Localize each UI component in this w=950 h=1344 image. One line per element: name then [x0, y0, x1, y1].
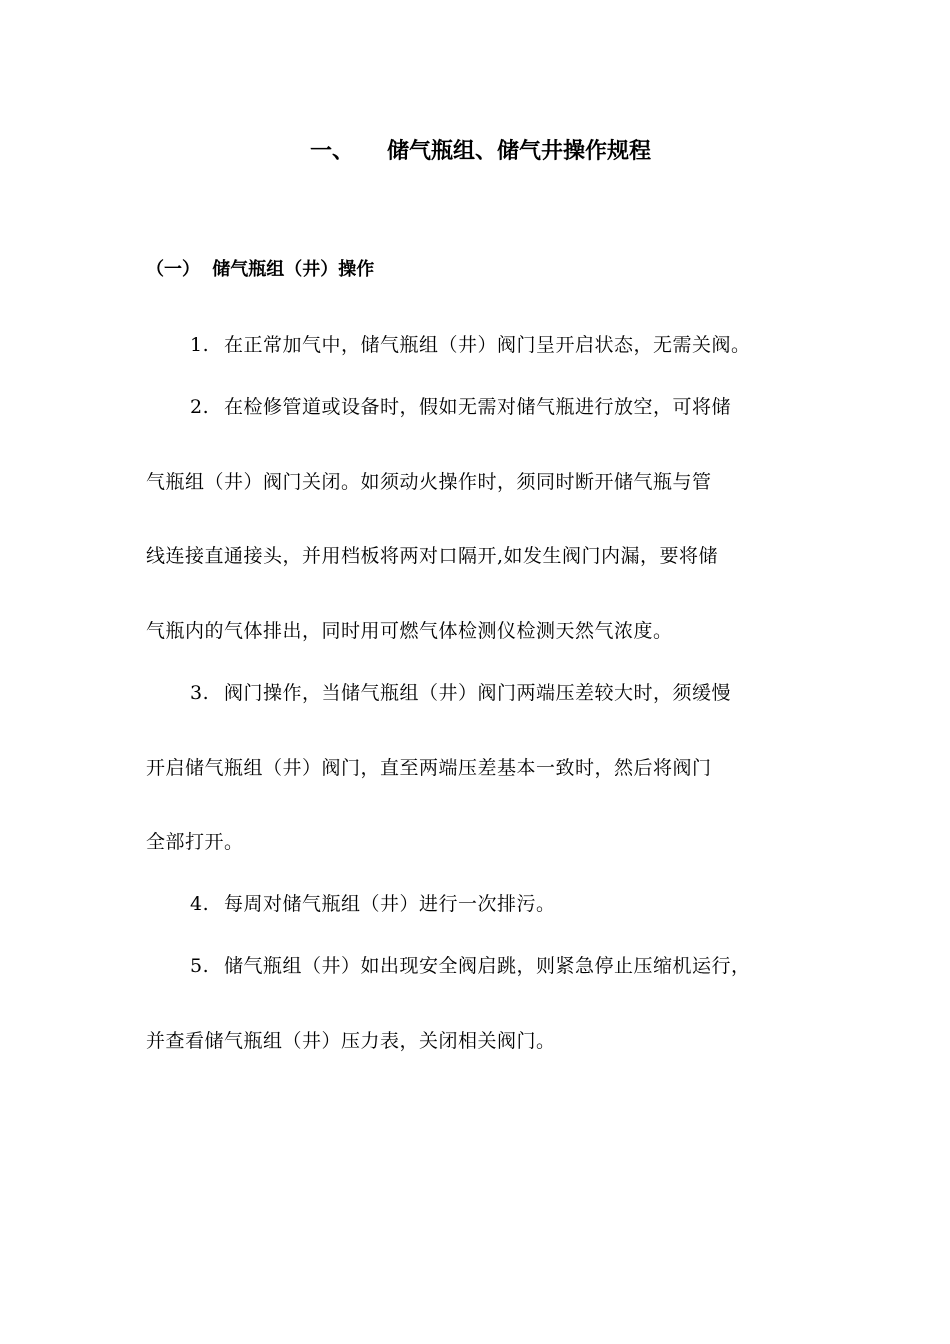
item-continuation-line: 线连接直通接头，并用档板将两对口隔开,如发生阀门内漏，要将储	[146, 545, 719, 567]
item-text: 在检修管道或设备时，假如无需对储气瓶进行放空，可将储	[224, 396, 732, 418]
item-number: 2.	[190, 396, 210, 418]
heading-title: 储气瓶组、储气井操作规程	[387, 139, 652, 164]
item-continuation-line: 气瓶内的气体排出，同时用可燃气体检测仪检测天然气浓度。	[146, 620, 673, 642]
list-item-1	[190, 330, 751, 360]
item-continuation-line: 并查看储气瓶组（井）压力表，关闭相关阀门。	[146, 1030, 556, 1052]
section-number: （一）	[146, 259, 200, 280]
item-number: 1.	[190, 334, 210, 356]
item-text: 阀门操作，当储气瓶组（井）阀门两端压差较大时，须缓慢	[224, 682, 732, 704]
item-number: 3.	[190, 682, 210, 704]
heading-number: 一、	[310, 139, 355, 164]
list-item-2	[190, 392, 731, 422]
section-heading	[146, 255, 374, 285]
item-text: 每周对储气瓶组（井）进行一次排污。	[224, 893, 556, 915]
list-item-3	[190, 678, 731, 708]
list-item-5	[190, 951, 751, 981]
item-number: 4.	[190, 893, 210, 915]
item-continuation-line: 开启储气瓶组（井）阀门，直至两端压差基本一致时，然后将阀门	[146, 757, 712, 779]
document-heading	[0, 134, 950, 170]
item-continuation-line: 气瓶组（井）阀门关闭。如须动火操作时，须同时断开储气瓶与管	[146, 471, 712, 493]
section-title: 储气瓶组（井）操作	[212, 259, 375, 280]
item-number: 5.	[190, 955, 210, 977]
item-continuation-line: 全部打开。	[146, 831, 244, 853]
item-text: 储气瓶组（井）如出现安全阀启跳，则紧急停止压缩机运行，	[224, 955, 751, 977]
list-item-4	[190, 889, 556, 919]
item-text: 在正常加气中，储气瓶组（井）阀门呈开启状态，无需关阀。	[224, 334, 751, 356]
